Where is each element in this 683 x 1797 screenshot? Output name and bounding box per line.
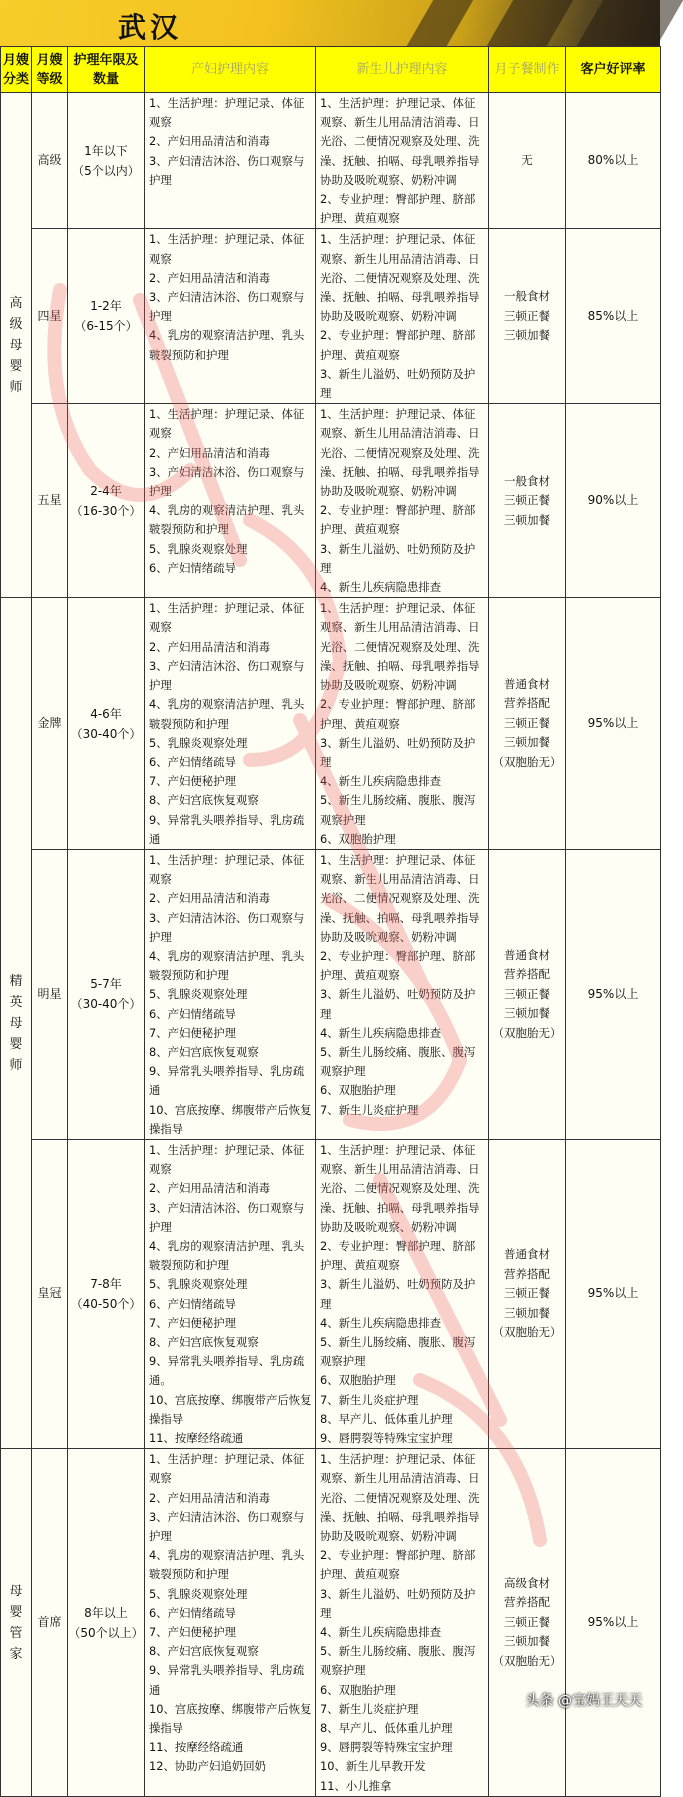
maternal-care-item: 8、产妇宫底恢复观察 [149,793,259,808]
newborn-care-item: 2、专业护理：臀部护理、脐部护理、黄疸观察 [320,948,476,983]
meal-item: 普通食材 [504,947,550,962]
header-row [1,47,661,93]
years-cell [68,849,145,1139]
newborn-care-item: 11、小儿推拿 [320,1778,392,1793]
newborn-care-item: 1、生活护理：护理记录、体征观察、新生儿用品清洁消毒、日光浴、二便情况观察及处理、洗澡、抚触、拍嗝、母乳喂养指导协助及吸吮观察、奶粉冲调 [320,601,480,693]
newborn-care-item: 3、新生儿溢奶、吐奶预防及护理 [320,987,476,1021]
meal-item: 三顿正餐 [504,1286,550,1301]
level-cell: 皇冠 [32,1139,68,1448]
newborn-care-item: 5、新生儿肠绞痛、腹胀、腹泻观察护理 [320,1644,476,1678]
maternal-care-item: 8、产妇宫底恢复观察 [149,1644,259,1659]
meal-item: 三顿正餐 [504,308,550,323]
newborn-care-cell [316,1449,489,1797]
rating-cell: 90%以上 [566,404,661,598]
newborn-care-item: 1、生活护理：护理记录、体征观察、新生儿用品清洁消毒、日光浴、二便情况观察及处理、洗澡、抚触、拍嗝、母乳喂养指导协助及吸吮观察、奶粉冲调 [320,852,480,944]
maternal-care-cell [145,598,316,850]
client-count: （50个以上） [68,1625,144,1640]
maternal-care-item: 2、产妇用品清洁和消毒 [149,445,271,460]
newborn-care-item: 5、新生儿肠绞痛、腹胀、腹泻观察护理 [320,1044,476,1079]
level-cell: 四星 [32,229,68,404]
meal-item: 普通食材 [504,1247,550,1262]
maternal-care-item: 6、产妇情绪疏导 [149,754,236,769]
years-cell [68,404,145,598]
maternal-care-item: 3、产妇清洁沐浴、伤口观察与护理 [149,1509,305,1544]
years-range: 7-8年 [90,1277,122,1292]
maternal-care-cell [145,849,316,1139]
maternal-care-cell [145,1139,316,1448]
maternal-care-item: 4、乳房的观察清洁护理、乳头皲裂预防和护理 [149,1548,305,1582]
banner-streak [577,0,683,46]
newborn-care-item: 2、专业护理：臀部护理、脐部护理、黄疸观察 [320,1548,476,1582]
category-cell: 高级母婴师 [1,93,32,598]
meal-item: 一般食材 [504,473,550,488]
maternal-care-item: 10、宫底按摩、绑腹带产后恢复操指导 [149,1392,312,1426]
rating-cell: 95%以上 [566,1139,661,1448]
years-cell [68,93,145,229]
maternal-care-item: 7、产妇便秘护理 [149,774,236,789]
maternal-care-item: 11、按摩经络疏通 [149,1740,244,1755]
maternal-care-item: 9、异常乳头喂养指导、乳房疏通。 [149,1354,305,1388]
meal-item: 三顿加餐 [504,1634,550,1649]
nanny-grade-table [0,46,661,1797]
meal-item: （双胞胎无） [492,1025,562,1040]
maternal-care-item: 3、产妇清洁沐浴、伤口观察与护理 [149,153,305,187]
newborn-care-item: 4、新生儿疾病隐患排查 [320,1625,442,1640]
title-banner [0,0,660,46]
maternal-care-item: 6、产妇情绪疏导 [149,1006,236,1021]
meal-cell [489,598,566,850]
meal-cell [489,229,566,404]
maternal-care-item: 4、乳房的观察清洁护理、乳头皲裂预防和护理 [149,503,305,537]
meal-item: 营养搭配 [504,696,550,711]
level-cell: 金牌 [32,598,68,850]
level-cell: 首席 [32,1449,68,1797]
maternal-care-item: 2、产妇用品清洁和消毒 [149,639,271,654]
rating-cell: 80%以上 [566,93,661,229]
maternal-care-item: 1、生活护理：护理记录、体征观察 [149,232,305,266]
years-cell [68,1139,145,1448]
client-count: （40-50个） [70,1297,142,1312]
maternal-care-item: 1、生活护理：护理记录、体征观察 [149,1142,305,1177]
newborn-care-item: 4、新生儿疾病隐患排查 [320,1025,442,1040]
newborn-care-item: 6、双胞胎护理 [320,831,396,846]
banner-streak [487,0,574,46]
years-range: 1年以下 [84,143,128,158]
maternal-care-item: 9、异常乳头喂养指导、乳房疏通 [149,1064,305,1098]
maternal-care-item: 9、异常乳头喂养指导、乳房疏通 [149,812,305,846]
level-cell: 高级 [32,93,68,229]
grade-row [1,1139,661,1448]
maternal-care-item: 12、协助产妇追奶回奶 [149,1759,267,1774]
years-range: 5-7年 [90,977,122,992]
newborn-care-cell [316,404,489,598]
newborn-care-item: 6、双胞胎护理 [320,1373,396,1388]
meal-item: 营养搭配 [504,967,550,982]
maternal-care-cell [145,1449,316,1797]
footer-watermark-text: 头条 @宝妈王天天 [525,1693,642,1709]
maternal-care-item: 3、产妇清洁沐浴、伤口观察与护理 [149,910,305,944]
meal-item: 普通食材 [504,676,550,691]
level-cell: 五星 [32,404,68,598]
maternal-care-item: 10、宫底按摩、绑腹带产后恢复操指导 [149,1102,312,1136]
maternal-care-item: 11、按摩经络疏通 [149,1431,244,1446]
meal-item: 三顿加餐 [504,1305,550,1320]
newborn-care-cell [316,229,489,404]
maternal-care-item: 5、乳腺炎观察处理 [149,735,248,750]
level-cell: 明星 [32,849,68,1139]
maternal-care-item: 4、乳房的观察清洁护理、乳头皲裂预防和护理 [149,328,305,362]
meal-item: 营养搭配 [504,1266,550,1281]
newborn-care-item: 8、早产儿、低体重儿护理 [320,1411,453,1426]
maternal-care-item: 6、产妇情绪疏导 [149,560,236,575]
maternal-care-item: 5、乳腺炎观察处理 [149,987,248,1002]
years-range: 8年以上 [84,1605,128,1620]
meal-item: 三顿正餐 [504,1614,550,1629]
meal-item: 三顿加餐 [504,735,550,750]
client-count: （6-15个） [74,319,138,334]
newborn-care-item: 3、新生儿溢奶、吐奶预防及护理 [320,1277,476,1311]
meal-cell [489,404,566,598]
header-newborn: 新生儿护理内容 [316,47,489,93]
years-range: 4-6年 [90,706,122,721]
meal-cell [489,1449,566,1797]
maternal-care-item: 2、产妇用品清洁和消毒 [149,1490,271,1505]
maternal-care-item: 3、产妇清洁沐浴、伤口观察与护理 [149,1200,305,1234]
client-count: （30-40个） [70,726,142,741]
maternal-care-item: 4、乳房的观察清洁护理、乳头皲裂预防和护理 [149,1238,305,1273]
meal-item: 三顿正餐 [504,986,550,1001]
years-range: 1-2年 [90,299,122,314]
maternal-care-cell [145,229,316,404]
newborn-care-item: 4、新生儿疾病隐患排查 [320,1315,442,1330]
years-cell [68,229,145,404]
grade-row [1,404,661,598]
newborn-care-item: 1、生活护理：护理记录、体征观察、新生儿用品清洁消毒、日光浴、二便情况观察及处理、洗澡、抚触、拍嗝、母乳喂养指导协助及吸吮观察、奶粉冲调 [320,1452,480,1544]
newborn-care-item: 1、生活护理：护理记录、体征观察、新生儿用品清洁消毒、日光浴、二便情况观察及处理、洗澡、抚触、拍嗝、母乳喂养指导协助及吸吮观察、奶粉冲调 [320,232,480,324]
newborn-care-item: 1、生活护理：护理记录、体征观察、新生儿用品清洁消毒、日光浴、二便情况观察及处理、洗澡、抚触、拍嗝、母乳喂养指导协助及吸吮观察、奶粉冲调 [320,1142,480,1234]
newborn-care-item: 3、新生儿溢奶、吐奶预防及护理 [320,1586,476,1620]
newborn-care-item: 1、生活护理：护理记录、体征观察、新生儿用品清洁消毒、日光浴、二便情况观察及处理、洗澡、抚触、拍嗝、母乳喂养指导协助及吸吮观察、奶粉冲调 [320,407,480,499]
newborn-care-item: 4、新生儿疾病隐患排查 [320,580,442,595]
meal-item: 高级食材 [504,1575,550,1590]
newborn-care-item: 3、新生儿溢奶、吐奶预防及护理 [320,366,476,401]
meal-cell [489,1139,566,1448]
maternal-care-item: 2、产妇用品清洁和消毒 [149,1181,271,1196]
meal-item: 三顿正餐 [504,715,550,730]
grade-row [1,229,661,404]
meal-cell [489,849,566,1139]
newborn-care-cell [316,598,489,850]
maternal-care-item: 9、异常乳头喂养指导、乳房疏通 [149,1663,305,1697]
years-cell [68,1449,145,1797]
maternal-care-item: 4、乳房的观察清洁护理、乳头皲裂预防和护理 [149,697,305,731]
maternal-care-item: 3、产妇清洁沐浴、伤口观察与护理 [149,464,305,499]
category-cell: 精英母婴师 [1,598,32,1449]
header-years: 护理年限及数量 [68,47,145,93]
newborn-care-item: 5、新生儿肠绞痛、腹胀、腹泻观察护理 [320,1335,476,1369]
meal-item: 三顿加餐 [504,328,550,343]
banner-title: 武汉 [118,11,183,44]
maternal-care-item: 1、生活护理：护理记录、体征观察 [149,407,305,441]
newborn-care-item: 9、唇腭裂等特殊宝宝护理 [320,1431,453,1446]
maternal-care-item: 2、产妇用品清洁和消毒 [149,891,271,906]
maternal-care-item: 7、产妇便秘护理 [149,1315,236,1330]
newborn-care-item: 2、专业护理：臀部护理、脐部护理、黄疸观察 [320,697,476,731]
maternal-care-item: 5、乳腺炎观察处理 [149,1277,248,1292]
maternal-care-item: 2、产妇用品清洁和消毒 [149,134,271,149]
maternal-care-item: 7、产妇便秘护理 [149,1025,236,1040]
newborn-care-item: 2、专业护理：臀部护理、脐部护理、黄疸观察 [320,503,476,537]
newborn-care-item: 8、早产儿、低体重儿护理 [320,1721,453,1736]
newborn-care-cell [316,93,489,229]
newborn-care-item: 7、新生儿炎症护理 [320,1701,419,1716]
newborn-care-item: 10、新生儿早教开发 [320,1759,426,1774]
years-cell [68,598,145,850]
header-level: 月嫂等级 [32,47,68,93]
newborn-care-item: 9、唇腭裂等特殊宝宝护理 [320,1740,453,1755]
maternal-care-item: 7、产妇便秘护理 [149,1625,236,1640]
meal-item: 三顿正餐 [504,493,550,508]
maternal-care-item: 10、宫底按摩、绑腹带产后恢复操指导 [149,1701,312,1736]
meal-item: 三顿加餐 [504,1006,550,1021]
maternal-care-item: 6、产妇情绪疏导 [149,1296,236,1311]
grade-row [1,598,661,850]
newborn-care-cell [316,1139,489,1448]
rating-cell: 95%以上 [566,849,661,1139]
maternal-care-item: 5、乳腺炎观察处理 [149,541,248,556]
maternal-care-item: 1、生活护理：护理记录、体征观察 [149,601,305,635]
newborn-care-item: 2、专业护理：臀部护理、脐部护理、黄疸观察 [320,1238,476,1273]
maternal-care-item: 1、生活护理：护理记录、体征观察 [149,852,305,887]
maternal-care-item: 8、产妇宫底恢复观察 [149,1335,259,1349]
years-range: 2-4年 [90,483,122,498]
grade-row [1,1449,661,1797]
banner-streak [407,0,474,46]
meal-item: （双胞胎无） [492,1653,562,1668]
meal-item: （双胞胎无） [492,754,562,769]
maternal-care-item: 1、生活护理：护理记录、体征观察 [149,1452,305,1486]
maternal-care-item: 1、生活护理：护理记录、体征观察 [149,96,305,130]
maternal-care-cell [145,404,316,598]
maternal-care-cell [145,93,316,229]
maternal-care-item: 8、产妇宫底恢复观察 [149,1044,259,1059]
meal-item: 营养搭配 [504,1595,550,1610]
newborn-care-item: 6、双胞胎护理 [320,1083,396,1098]
newborn-care-item: 3、新生儿溢奶、吐奶预防及护理 [320,541,476,575]
meal-item: 一般食材 [504,289,550,304]
maternal-care-item: 3、产妇清洁沐浴、伤口观察与护理 [149,658,305,693]
maternal-care-item: 4、乳房的观察清洁护理、乳头皲裂预防和护理 [149,948,305,983]
maternal-care-item: 2、产妇用品清洁和消毒 [149,270,271,285]
client-count: （5个以内） [72,163,140,178]
header-maternal: 产妇护理内容 [145,47,316,93]
newborn-care-item: 2、专业护理：臀部护理、脐部护理、黄疸观察 [320,192,476,226]
newborn-care-item: 7、新生儿炎症护理 [320,1392,419,1407]
client-count: （30-40个） [70,997,142,1012]
meal-item: （双胞胎无） [492,1325,562,1340]
newborn-care-item: 2、专业护理：臀部护理、脐部护理、黄疸观察 [320,328,476,362]
maternal-care-item: 3、产妇清洁沐浴、伤口观察与护理 [149,290,305,324]
grade-row [1,849,661,1139]
meal-item: 无 [521,152,533,167]
maternal-care-item: 6、产妇情绪疏导 [149,1605,236,1620]
header-category: 月嫂分类 [1,47,32,93]
newborn-care-item: 7、新生儿炎症护理 [320,1102,419,1117]
header-rate: 客户好评率 [566,47,661,93]
meal-cell [489,93,566,229]
maternal-care-item: 5、乳腺炎观察处理 [149,1586,248,1601]
newborn-care-item: 4、新生儿疾病隐患排查 [320,774,442,789]
rating-cell: 95%以上 [566,1449,661,1797]
newborn-care-item: 3、新生儿溢奶、吐奶预防及护理 [320,735,476,769]
client-count: （16-30个） [70,503,142,518]
newborn-care-item: 1、生活护理：护理记录、体征观察、新生儿用品清洁消毒、日光浴、二便情况观察及处理、洗澡、抚触、拍嗝、母乳喂养指导协助及吸吮观察、奶粉冲调 [320,96,480,187]
header-meal: 月子餐制作 [489,47,566,93]
newborn-care-item: 6、双胞胎护理 [320,1682,396,1697]
newborn-care-item: 5、新生儿肠绞痛、腹胀、腹泻观察护理 [320,793,476,827]
rating-cell: 95%以上 [566,598,661,850]
newborn-care-cell [316,849,489,1139]
meal-item: 三顿加餐 [504,512,550,527]
category-cell: 母婴管家 [1,1449,32,1797]
grade-row [1,93,661,229]
rating-cell: 85%以上 [566,229,661,404]
